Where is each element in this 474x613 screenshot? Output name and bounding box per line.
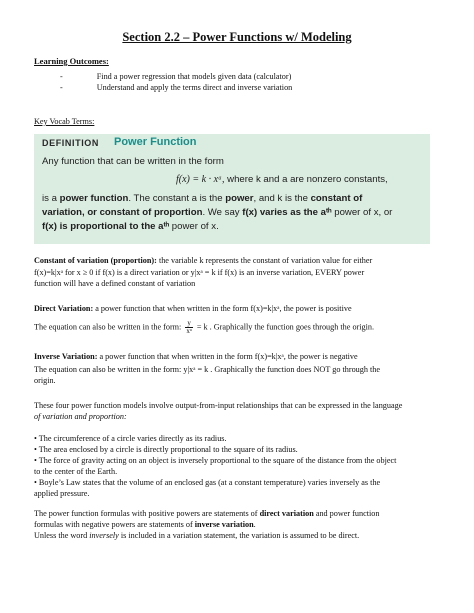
constant-variation-line: f(x)=k|xᵃ for x ≥ 0 if f(x) is a direct variation or y|xᵃ = k if f(x) is an inverse variation, EVERY power [34,268,365,277]
closing-line: Unless the word inversely is included in a variation statement, the variation is assumed to be direct. [34,531,360,540]
example-item: • Boyle’s Law states that the volume of an enclosed gas (at a constant temperature) varies inversely as the [34,478,381,487]
definition-line: Any function that can be written in the form [42,156,224,167]
example-item: • The force of gravity acting on an object is inversely proportional to the square of the distance from the object [34,456,397,465]
learning-outcomes-heading: Learning Outcomes: [34,56,109,66]
direct-variation-fraction: $\frac{y}{\text{xᵃ}}$ [186,319,192,335]
constant-variation-line: function will have a defined constant of variation [34,279,196,288]
models-intro-line: of variation and proportion: [34,412,127,421]
definition-line: variation, or constant of proportion. We say f(x) varies as the aᵗʰ power of x, or [42,207,393,218]
page-title: Section 2.2 – Power Functions w/ Modeling [122,30,352,44]
definition-term: Power Function [114,136,197,148]
vocab-heading: Key Vocab Terms: [34,117,95,126]
closing-line: The power function formulas with positive powers are statements of direct variation and power function [34,509,380,518]
models-intro-line: These four power function models involve output-from-input relationships that can be expressed in the language [34,401,403,410]
inverse-variation-line: The equation can also be written in the form: y|xᵃ = k . Graphically the function does NOT go through the [34,365,380,374]
direct-variation-line: The equation can also be written in the form: $\frac{y}{\text{xᵃ}}$ = k . Graphically the function goes through the origin. [34,319,375,335]
learning-outcome-item: - Find a power regression that models given data (calculator) [60,72,292,81]
constant-variation-line: Constant of variation (proportion): the variable k represents the constant of variation value for either [34,256,373,265]
closing-line: formulas with negative powers are statements of inverse variation. [34,520,256,529]
example-item: • The circumference of a circle varies directly as its radius. [34,434,227,443]
inverse-variation-line: origin. [34,376,56,385]
definition-box [34,134,430,244]
example-item: • The area enclosed by a circle is directly proportional to the square of its radius. [34,445,298,454]
example-item: applied pressure. [34,489,90,498]
definition-line: f(x) is proportional to the aᵗʰ power of x. [42,221,219,232]
learning-outcome-item: - Understand and apply the terms direct and inverse variation [60,83,293,92]
definition-formula: f(x) = k · xᵃ, where k and a are nonzero constants, [176,174,388,185]
example-item: to the center of the Earth. [34,467,118,476]
definition-line: is a power function. The constant a is the power, and k is the constant of [42,193,363,204]
direct-variation-line: Direct Variation: a power function that when written in the form f(x)=k|xᵃ, the power is positive [34,304,352,313]
inverse-variation-line: Inverse Variation: a power function that when written in the form f(x)=k|xᵃ, the power is negative [34,352,358,361]
definition-label: DEFINITION [42,138,99,148]
